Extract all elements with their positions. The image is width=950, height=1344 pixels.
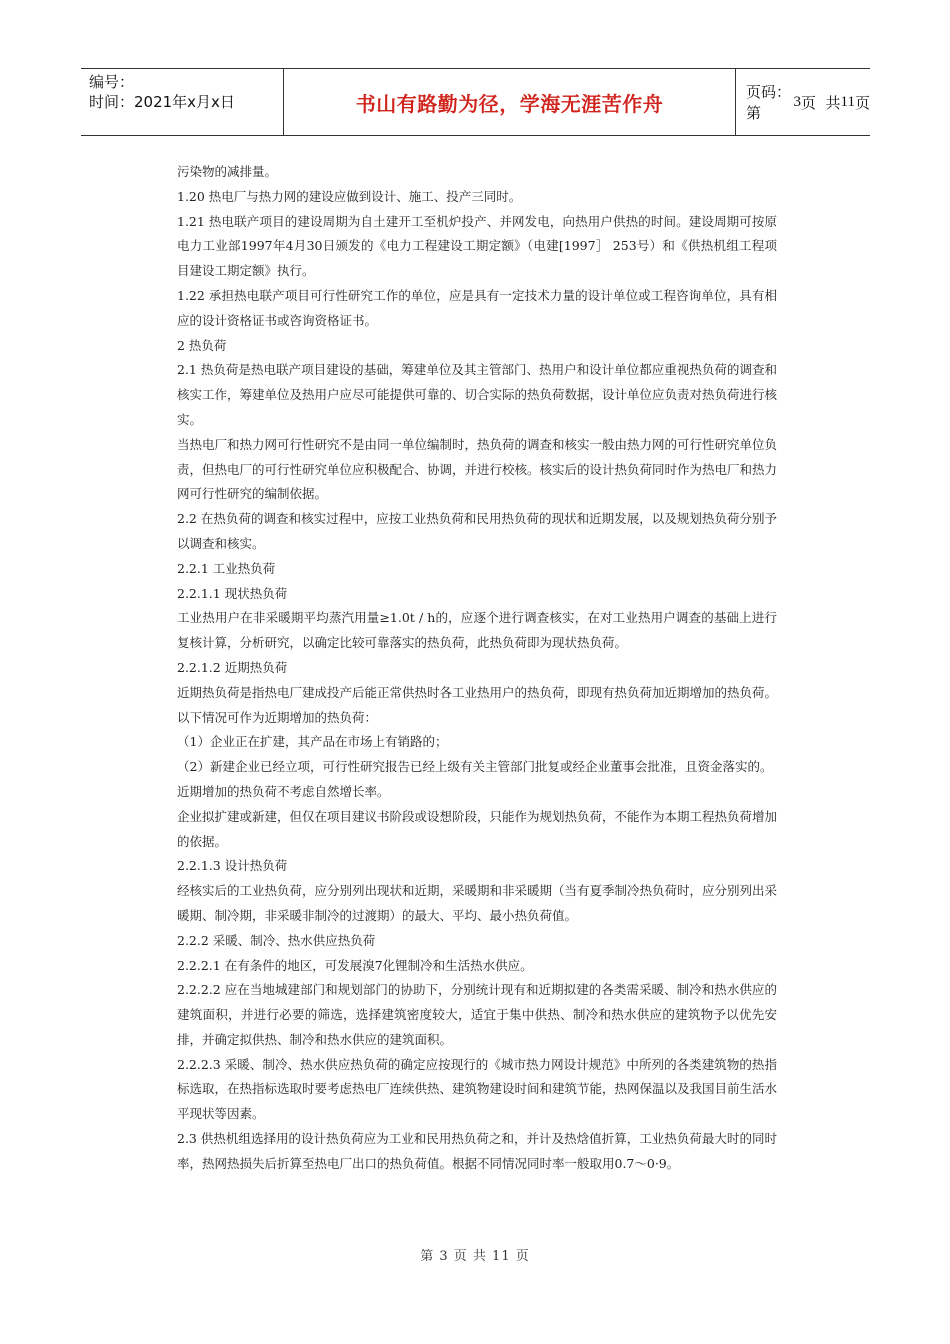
paragraph: 2.2 在热负荷的调查和核实过程中，应按工业热负荷和民用热负荷的现状和近期发展，以及规划热负荷分别予以调查和核实。 <box>177 511 777 551</box>
header-meta <box>81 69 283 135</box>
paragraph: 企业拟扩建或新建，但仅在项目建议书阶段或设想阶段，只能作为规划热负荷，不能作为本期工程热负荷增加的依据。 <box>177 808 778 849</box>
section-heading: 2.2.1 工业热负荷 <box>177 560 276 576</box>
paragraph: 1.20 热电厂与热力网的建设应做到设计、施工、投产三同时。 <box>177 188 522 204</box>
page-footer: 第 3 页 共 11 页 <box>420 1249 530 1264</box>
paragraph: 工业热用户在非采暖期平均蒸汽用量≥1.0t / h的，应逐个进行调查核实，在对工业热用户调查的基础上进行复核计算，分析研究，以确定比较可靠落实的热负荷，此热负荷即为现状热负荷。 <box>177 610 777 651</box>
paragraph: 2.2.2.1 在有条件的地区，可发展溴7化锂制冷和生活热水供应。 <box>177 957 533 973</box>
section-heading: 2.2.1.3 设计热负荷 <box>177 858 288 874</box>
paragraph: 当热电厂和热力网可行性研究不是由同一单位编制时，热负荷的调查和核实一般由热力网的可行性研究单位负责，但热电厂的可行性研究单位应积极配合、协调，并进行校核。核实后的设计热负荷同时作为热电厂和热力网可行性研究的编制依据。 <box>177 436 778 502</box>
section-heading: 2.2.2 采暖、制冷、热水供应热负荷 <box>177 932 376 948</box>
document-body <box>177 160 777 1177</box>
paragraph: 2.1 热负荷是热电联产项目建设的基础，筹建单位及其主管部门、热用户和设计单位都应重视热负荷的调查和核实工作，筹建单位及热用户应尽可能提供可靠的、切合实际的热负荷数据，设计单位应负责对热负荷进行核实。 <box>177 362 778 427</box>
header-motto-cell <box>283 69 736 135</box>
page-label-prefix: 页码：第 <box>746 83 792 122</box>
list-item: （2）新建企业已经立项，可行性研究报告已经上级有关主管部门批复或经企业董事会批准，且资金落实的。 <box>177 759 773 775</box>
paragraph: 1.22 承担热电联产项目可行性研究工作的单位，应是具有一定技术力量的设计单位或工程咨询单位，具有相应的设计资格证书或咨询资格证书。 <box>177 287 777 328</box>
paragraph: 2.2.2.3 采暖、制冷、热水供应热负荷的确定应按现行的《城市热力网设计规范》中所列的各类建筑物的热指标选取，在热指标选取时要考虑热电厂连续供热、建筑物建设时间和建筑节能，热网保温以及我国目前生活水平现状等因素。 <box>177 1056 778 1122</box>
paragraph: 1.21 热电联产项目的建设周期为自土建开工至机炉投产、并网发电，向热用户供热的时间。建设周期可按原电力工业部1997年4月30日颁发的《电力工程建设工期定额》（电建[1997］ 253号）和《供热机组工程项目建设工期定额》执行。 <box>177 213 777 279</box>
page-header <box>81 68 870 136</box>
document-time-label: 时间：2021年x月x日 <box>89 93 235 111</box>
paragraph: 2.2.2.2 应在当地城建部门和规划部门的协助下，分别统计现有和近期拟建的各类需采暖、制冷和热水供应的建筑面积，并进行必要的筛选，选择建筑密度较大，适宜于集中供热、制冷和热水供应的建筑物予以优先安排，并确定拟供热、制冷和热水供应的建筑面积。 <box>177 982 777 1047</box>
paragraph: 经核实后的工业热负荷，应分别列出现状和近期，采暖期和非采暖期（当有夏季制冷热负荷时，应分别列出采暖期、制冷期，非采暖非制冷的过渡期）的最大、平均、最小热负荷值。 <box>177 883 778 923</box>
page-label-suffix: 页 <box>854 93 870 112</box>
paragraph: 近期热负荷是指热电厂建成投产后能正常供热时各工业热用户的热负荷，即现有热负荷加近期增加的热负荷。以下情况可作为近期增加的热负荷： <box>177 684 778 725</box>
section-heading: 2.2.1.1 现状热负荷 <box>177 585 288 601</box>
page-current-number: 3 <box>793 93 801 110</box>
paragraph: 污染物的减排量。 <box>177 164 278 179</box>
header-motto: 书山有路勤为径，学海无涯苦作舟 <box>355 91 664 116</box>
paragraph: 近期增加的热负荷不考虑自然增长率。 <box>177 783 390 799</box>
page-total-number: 11 <box>840 93 855 110</box>
document-number-label: 编号： <box>89 73 135 91</box>
page-label-middle: 页 共 <box>800 93 841 112</box>
section-heading: 2 热负荷 <box>177 337 227 353</box>
paragraph: 2.3 供热机组选择用的设计热负荷应为工业和民用热负荷之和，并计及热焓值折算，工业热负荷最大时的同时率，热网热损失后折算至热电厂出口的热负荷值。根据不同情况同时率一般取用0.7～0·9。 <box>177 1131 777 1171</box>
list-item: （1）企业正在扩建，其产品在市场上有销路的； <box>177 734 448 750</box>
header-page-indicator <box>736 69 870 135</box>
section-heading: 2.2.1.2 近期热负荷 <box>177 659 288 675</box>
